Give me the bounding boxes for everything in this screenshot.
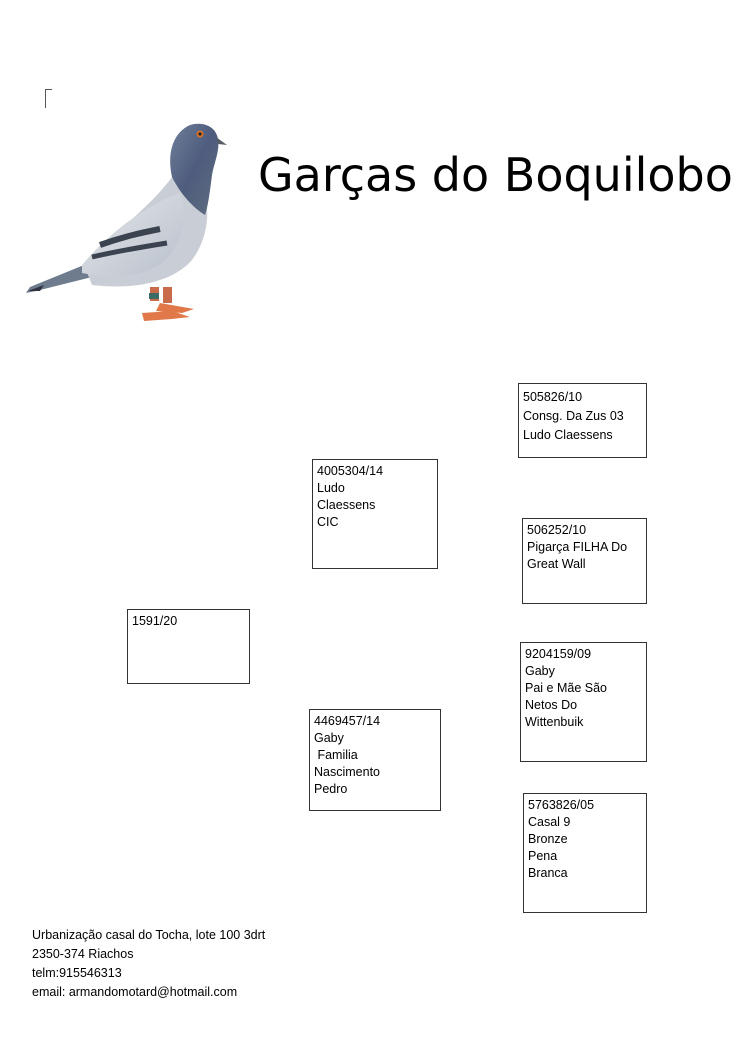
sire-sire-ring: 505826/10 <box>523 390 583 404</box>
sire-line: CIC <box>317 515 339 529</box>
dam-sire-line: Pai e Mãe São <box>525 681 607 695</box>
dam-dam-line: Bronze <box>528 832 568 846</box>
dam-sire-line: Gaby <box>525 664 555 678</box>
sire-dam-line: Pigarça FILHA Do <box>527 540 628 554</box>
sire-dam-ring: 506252/10 <box>527 523 587 537</box>
dam-ring: 4469457/14 <box>314 714 381 728</box>
dam-line: Familia <box>314 748 358 762</box>
dam-line: Gaby <box>314 731 344 745</box>
footer-postal-code: 2350-374 Riachos <box>32 947 134 961</box>
dam-dam-line: Pena <box>528 849 558 863</box>
dam-sire-line: Netos Do <box>525 698 578 712</box>
dam-dam-line: Casal 9 <box>528 815 571 829</box>
contact-footer <box>32 926 265 1002</box>
dam-sire-ring: 9204159/09 <box>525 647 592 661</box>
pedigree-box-sire-sire <box>518 383 647 458</box>
dam-line: Pedro <box>314 782 348 796</box>
dam-dam-ring: 5763826/05 <box>528 798 595 812</box>
dam-dam-line: Branca <box>528 866 568 880</box>
footer-address: Urbanização casal do Tocha, lote 100 3drt <box>32 928 266 942</box>
pedigree-box-sire <box>312 459 438 569</box>
pigeon-illustration <box>22 115 232 330</box>
dam-sire-line: Wittenbuik <box>525 715 584 729</box>
sire-ring: 4005304/14 <box>317 464 384 478</box>
page-title: Garças do Boquilobo <box>258 148 733 202</box>
sire-sire-line: Consg. Da Zus 03 <box>523 409 624 423</box>
footer-phone: telm:915546313 <box>32 966 122 980</box>
dam-line: Nascimento <box>314 765 380 779</box>
subject-ring: 1591/20 <box>132 614 178 628</box>
pedigree-box-dam-dam <box>523 793 647 913</box>
pedigree-box-subject <box>127 609 250 684</box>
pedigree-box-dam-sire <box>520 642 647 762</box>
footer-email[interactable]: email: armandomotard@hotmail.com <box>32 985 238 999</box>
pedigree-box-dam <box>309 709 441 811</box>
sire-sire-line: Ludo Claessens <box>523 428 613 442</box>
pedigree-box-sire-dam <box>522 518 647 604</box>
page-corner-mark <box>45 89 52 108</box>
sire-dam-line: Great Wall <box>527 557 586 571</box>
sire-line: Claessens <box>317 498 376 512</box>
sire-line: Ludo <box>317 481 345 495</box>
